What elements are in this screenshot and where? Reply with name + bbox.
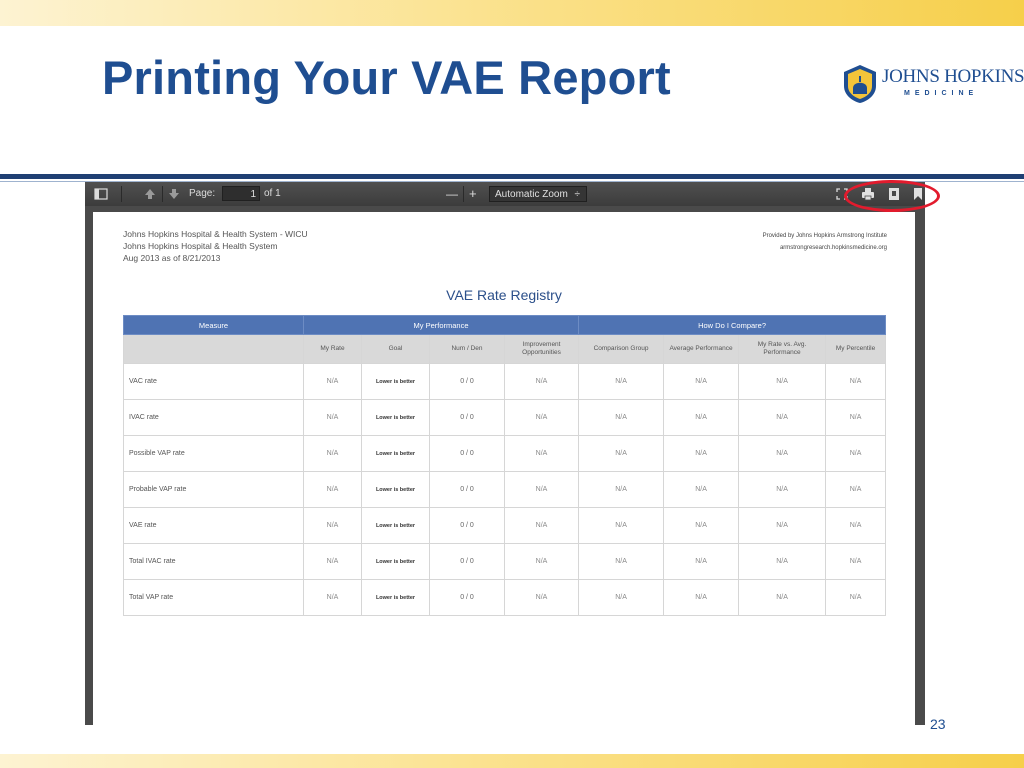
improvement-cell: N/A <box>505 544 579 580</box>
pdf-viewer <box>85 182 925 725</box>
zoom-in-button[interactable]: + <box>469 186 477 201</box>
improvement-cell: N/A <box>505 472 579 508</box>
num-den-cell: 0 / 0 <box>430 508 505 544</box>
page-label: Page: <box>189 188 216 199</box>
measure-cell: IVAC rate <box>124 400 304 436</box>
arrow-down-icon[interactable] <box>167 187 181 201</box>
percentile-cell: N/A <box>826 472 886 508</box>
vs-avg-cell: N/A <box>739 508 826 544</box>
average-cell: N/A <box>664 436 739 472</box>
arrow-up-icon[interactable] <box>143 187 157 201</box>
measure-cell: Probable VAP rate <box>124 472 304 508</box>
num-den-cell: 0 / 0 <box>430 544 505 580</box>
top-gold-band <box>0 0 1024 26</box>
logo-subtitle: MEDICINE <box>904 90 979 97</box>
column-header: Average Performance <box>664 335 739 364</box>
goal-cell: Lower is better <box>362 544 430 580</box>
my-rate-cell: N/A <box>304 508 362 544</box>
improvement-cell: N/A <box>505 400 579 436</box>
provider-text: Provided by Johns Hopkins Armstrong Institute <box>762 233 887 239</box>
improvement-cell: N/A <box>505 436 579 472</box>
logo-name: JOHNS HOPKINS <box>882 66 1024 87</box>
bottom-gold-band <box>0 754 1024 768</box>
johns-hopkins-logo <box>842 62 1024 106</box>
num-den-cell: 0 / 0 <box>430 472 505 508</box>
comparison-cell: N/A <box>579 472 664 508</box>
table-sub-header <box>124 335 886 364</box>
percentile-cell: N/A <box>826 544 886 580</box>
comparison-cell: N/A <box>579 436 664 472</box>
goal-cell: Lower is better <box>362 508 430 544</box>
table-row <box>124 436 886 472</box>
vs-avg-cell: N/A <box>739 400 826 436</box>
my-rate-cell: N/A <box>304 472 362 508</box>
column-header: Goal <box>362 335 430 364</box>
header-line: Aug 2013 as of 8/21/2013 <box>123 253 221 263</box>
document-page <box>93 212 915 725</box>
column-header <box>124 335 304 364</box>
header-line: Johns Hopkins Hospital & Health System <box>123 241 278 251</box>
goal-cell: Lower is better <box>362 472 430 508</box>
table-row <box>124 472 886 508</box>
improvement-cell: N/A <box>505 508 579 544</box>
goal-cell: Lower is better <box>362 400 430 436</box>
table-row <box>124 508 886 544</box>
zoom-select-value: Automatic Zoom <box>495 189 568 200</box>
table-row <box>124 364 886 400</box>
goal-cell: Lower is better <box>362 436 430 472</box>
column-header: Improvement Opportunities <box>505 335 579 364</box>
slide-title: Printing Your VAE Report <box>102 51 671 104</box>
table-row <box>124 580 886 616</box>
group-header-compare: How Do I Compare? <box>579 316 886 335</box>
vae-rate-table <box>123 315 886 616</box>
column-header: Num / Den <box>430 335 505 364</box>
measure-cell: Total IVAC rate <box>124 544 304 580</box>
average-cell: N/A <box>664 472 739 508</box>
vs-avg-cell: N/A <box>739 472 826 508</box>
vs-avg-cell: N/A <box>739 364 826 400</box>
num-den-cell: 0 / 0 <box>430 436 505 472</box>
page-count: of 1 <box>264 188 281 199</box>
improvement-cell: N/A <box>505 364 579 400</box>
num-den-cell: 0 / 0 <box>430 400 505 436</box>
group-header-measure: Measure <box>124 316 304 335</box>
my-rate-cell: N/A <box>304 436 362 472</box>
measure-cell: VAC rate <box>124 364 304 400</box>
my-rate-cell: N/A <box>304 580 362 616</box>
average-cell: N/A <box>664 364 739 400</box>
average-cell: N/A <box>664 508 739 544</box>
title-divider <box>0 174 1024 179</box>
comparison-cell: N/A <box>579 400 664 436</box>
page-number-input[interactable]: 1 <box>222 186 260 201</box>
provider-link[interactable]: armstrongresearch.hopkinsmedicine.org <box>779 245 887 251</box>
column-header: My Rate vs. Avg. Performance <box>739 335 826 364</box>
table-row <box>124 544 886 580</box>
measure-cell: VAE rate <box>124 508 304 544</box>
num-den-cell: 0 / 0 <box>430 580 505 616</box>
viewer-toolbar <box>85 182 925 206</box>
group-header-performance: My Performance <box>304 316 579 335</box>
document-header-right <box>763 230 887 254</box>
vs-avg-cell: N/A <box>739 436 826 472</box>
percentile-cell: N/A <box>826 580 886 616</box>
chevron-down-icon: ÷ <box>574 189 580 200</box>
percentile-cell: N/A <box>826 400 886 436</box>
percentile-cell: N/A <box>826 508 886 544</box>
zoom-select[interactable] <box>489 186 587 202</box>
measure-cell: Possible VAP rate <box>124 436 304 472</box>
average-cell: N/A <box>664 580 739 616</box>
comparison-cell: N/A <box>579 544 664 580</box>
my-rate-cell: N/A <box>304 544 362 580</box>
column-header: My Percentile <box>826 335 886 364</box>
percentile-cell: N/A <box>826 364 886 400</box>
dome-shield-icon <box>842 64 878 104</box>
improvement-cell: N/A <box>505 580 579 616</box>
my-rate-cell: N/A <box>304 400 362 436</box>
goal-cell: Lower is better <box>362 364 430 400</box>
goal-cell: Lower is better <box>362 580 430 616</box>
header-line: Johns Hopkins Hospital & Health System - WICU <box>123 229 308 239</box>
vs-avg-cell: N/A <box>739 580 826 616</box>
comparison-cell: N/A <box>579 364 664 400</box>
my-rate-cell: N/A <box>304 364 362 400</box>
vs-avg-cell: N/A <box>739 544 826 580</box>
column-header: My Rate <box>304 335 362 364</box>
slide-page-number: 23 <box>930 716 946 732</box>
registry-title: VAE Rate Registry <box>446 287 562 303</box>
column-header: Comparison Group <box>579 335 664 364</box>
average-cell: N/A <box>664 400 739 436</box>
document-header-left <box>123 228 308 264</box>
measure-cell: Total VAP rate <box>124 580 304 616</box>
highlight-oval <box>844 180 940 212</box>
sidebar-toggle-icon[interactable] <box>94 187 108 201</box>
comparison-cell: N/A <box>579 580 664 616</box>
num-den-cell: 0 / 0 <box>430 364 505 400</box>
percentile-cell: N/A <box>826 436 886 472</box>
zoom-out-button[interactable]: — <box>446 187 458 201</box>
comparison-cell: N/A <box>579 508 664 544</box>
table-group-header <box>124 316 886 335</box>
table-row <box>124 400 886 436</box>
average-cell: N/A <box>664 544 739 580</box>
